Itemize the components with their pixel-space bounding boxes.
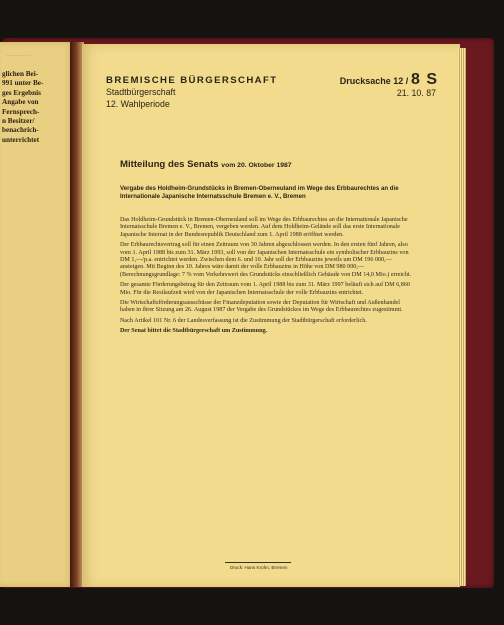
institution-heading: BREMISCHE BÜRGERSCHAFT bbox=[106, 75, 278, 86]
legislative-period: 12. Wahlperiode bbox=[106, 99, 170, 109]
closing-request: Der Senat bittet die Stadtbürgerschaft um Zustimmung. bbox=[120, 328, 268, 335]
paragraph: Der gesamte Förderungsbetrag für den Zeitraum vom 1. April 1988 bis zum 31. März 1997 beläuft sich auf DM 6,860 Mio. Für die Restlaufzeit wird von der Japanischen Internatsschule der volle Erbbauzins entrichtet. bbox=[120, 282, 410, 296]
printer-credit: Druck: Hans Krohn, Bremen bbox=[230, 565, 288, 570]
previous-page-text bbox=[2, 70, 43, 145]
previous-page-line: unterrichtet bbox=[2, 135, 40, 144]
previous-page-line: n Besitzer/ bbox=[2, 117, 35, 126]
document-page bbox=[82, 44, 460, 587]
drucksache-label: Drucksache 12 / bbox=[339, 76, 409, 86]
drucksache-id: 8 S bbox=[410, 71, 438, 88]
title-date: vom 20. Oktober 1987 bbox=[221, 162, 292, 169]
footer-rule bbox=[225, 562, 291, 563]
paragraph: Der Erbbaurechtsvertrag soll für einen Zeitraum von 30 Jahren abgeschlossen werden. In den ersten fünf Jahren, also vom 1. April 1988 bis zum 31. März 1993, soll von der Japanischen Internatsschule ein symbolischer Erbbauzins von DM 1,—/p.a. entrichtet werden. Zwischen dem 6. und 10. Jahr soll der Erbbauzins jeweils um DM 196 000,— ansteigen. Mit Beginn des 10. Jahres wäre damit der volle Erbbauzins in Höhe von DM 980 000,— (Berechnungsgrundlage: 7 % vom Verkehrswert des Grundstücks einschließlich Gebäude von DM 14,0 Mio.) erreicht. bbox=[120, 242, 412, 278]
subject-line: Vergabe des Holdheim-Grundstücks in Bremen-Oberneuland im Wege des Erbbaurechtes an die Internationale Japanische Internatsschule Bremen e. V., Bremen bbox=[120, 185, 399, 200]
previous-page-line: glichen Bei- bbox=[2, 70, 39, 78]
previous-page-line: Fernsprech- bbox=[2, 107, 40, 116]
previous-page-line: Angabe von bbox=[2, 98, 39, 107]
document-date: 21. 10. 87 bbox=[396, 88, 436, 98]
page-edge-stack bbox=[458, 48, 466, 586]
faint-heading: ────── bbox=[6, 53, 32, 59]
previous-page bbox=[0, 42, 74, 587]
previous-page-line: benachrich- bbox=[2, 126, 39, 135]
document-title bbox=[120, 159, 292, 170]
paragraph: Das Holdheim-Grundstück in Bremen-Oberneuland soll im Wege des Erbbaurechtes an die Internationale Japanische Internatsschule Bremen e. V., Bremen, vergeben werden. Auf dem Holdheim-Gelände soll das erste Internationale Japanische Internat in der Bundesrepublik Deutschland zum 1. April 1988 eröffnet werden. bbox=[120, 217, 408, 238]
paragraph: Die Wirtschaftsförderungsausschüsse der Finanzdeputation sowie der Deputation für Wirtschaft und Außenhandel haben in ihrer Sitzung am 26. August 1987 der Vergabe des Grundstückes im Wege des Erbbaurechtes zugestimmt. bbox=[120, 300, 403, 314]
previous-page-line: ges Ergebnis bbox=[2, 88, 41, 97]
paragraph: Nach Artikel 101 Nr. 6 der Landesverfassung ist die Zustimmung der Stadtbürgerschaft erforderlich. bbox=[120, 317, 367, 324]
drucksache-number bbox=[340, 71, 438, 89]
title-main: Mitteilung des Senats bbox=[120, 159, 219, 170]
chamber-name: Stadtbürgerschaft bbox=[106, 87, 176, 97]
previous-page-line: 991 unter Be- bbox=[2, 79, 44, 88]
body-text bbox=[120, 217, 414, 339]
